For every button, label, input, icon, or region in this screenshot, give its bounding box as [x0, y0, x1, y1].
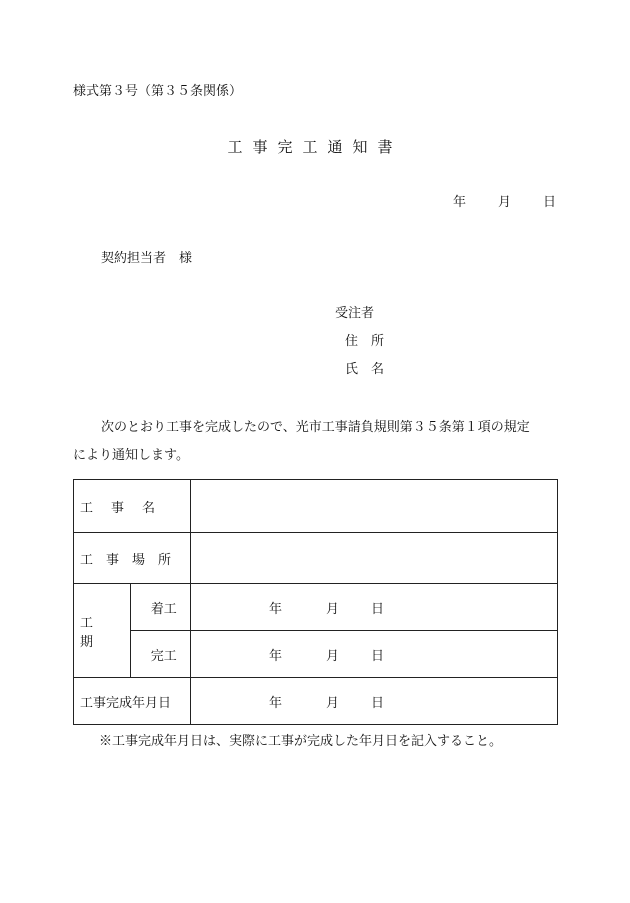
- finish-year-label: 年: [269, 648, 283, 664]
- completion-date-label-cell: [74, 678, 191, 725]
- start-label: 着工: [131, 584, 191, 631]
- period-label-cell: [74, 584, 131, 678]
- finish-month-label: 月: [326, 648, 340, 664]
- form-number: 様式第３号（第３５条関係）: [73, 84, 243, 99]
- contractor-heading: 受注者: [335, 306, 375, 321]
- completion-date-label: 工事完成年月日: [80, 695, 172, 711]
- project-site-value[interactable]: [191, 533, 558, 584]
- finish-date-value[interactable]: [191, 631, 558, 678]
- start-month-label: 月: [326, 601, 340, 617]
- table-row: [74, 678, 558, 725]
- footnote: ※工事完成年月日は、実際に工事が完成した年月日を記入すること。: [99, 734, 503, 749]
- document-title: 工事完工通知書: [227, 138, 403, 156]
- start-day-label: 日: [371, 601, 385, 617]
- date-month-label: 月: [497, 195, 511, 210]
- start-date-value[interactable]: [191, 584, 558, 631]
- recipient: 契約担当者 様: [101, 251, 193, 266]
- body-text: [73, 414, 563, 470]
- contractor-block: [335, 307, 384, 391]
- completion-date-value[interactable]: [191, 678, 558, 725]
- completion-day-label: 日: [371, 695, 385, 711]
- body-line-2: により通知します。: [73, 448, 189, 463]
- body-line-1: 次のとおり工事を完成したので、光市工事請負規則第３５条第１項の規定: [101, 420, 530, 435]
- contractor-address-label: 住 所: [345, 334, 385, 349]
- project-name-label-cell: [74, 480, 191, 533]
- date-year-label: 年: [452, 195, 466, 210]
- contractor-name-label: 氏 名: [345, 362, 385, 377]
- project-name-value[interactable]: [191, 480, 558, 533]
- table-row: [74, 480, 558, 533]
- date-day-label: 日: [542, 195, 556, 210]
- table-row: [74, 533, 558, 584]
- date-line: [453, 196, 556, 209]
- start-year-label: 年: [269, 601, 283, 617]
- project-site-label: 工事場所: [80, 552, 185, 568]
- project-name-label: 工事名: [80, 500, 174, 516]
- project-site-label-cell: [74, 533, 191, 584]
- details-table: [73, 479, 558, 725]
- finish-day-label: 日: [371, 648, 385, 664]
- completion-month-label: 月: [326, 695, 340, 711]
- period-label: 工期: [80, 615, 112, 650]
- table-row: [74, 631, 558, 678]
- finish-label: 完工: [131, 631, 191, 678]
- completion-year-label: 年: [269, 695, 283, 711]
- table-row: [74, 584, 558, 631]
